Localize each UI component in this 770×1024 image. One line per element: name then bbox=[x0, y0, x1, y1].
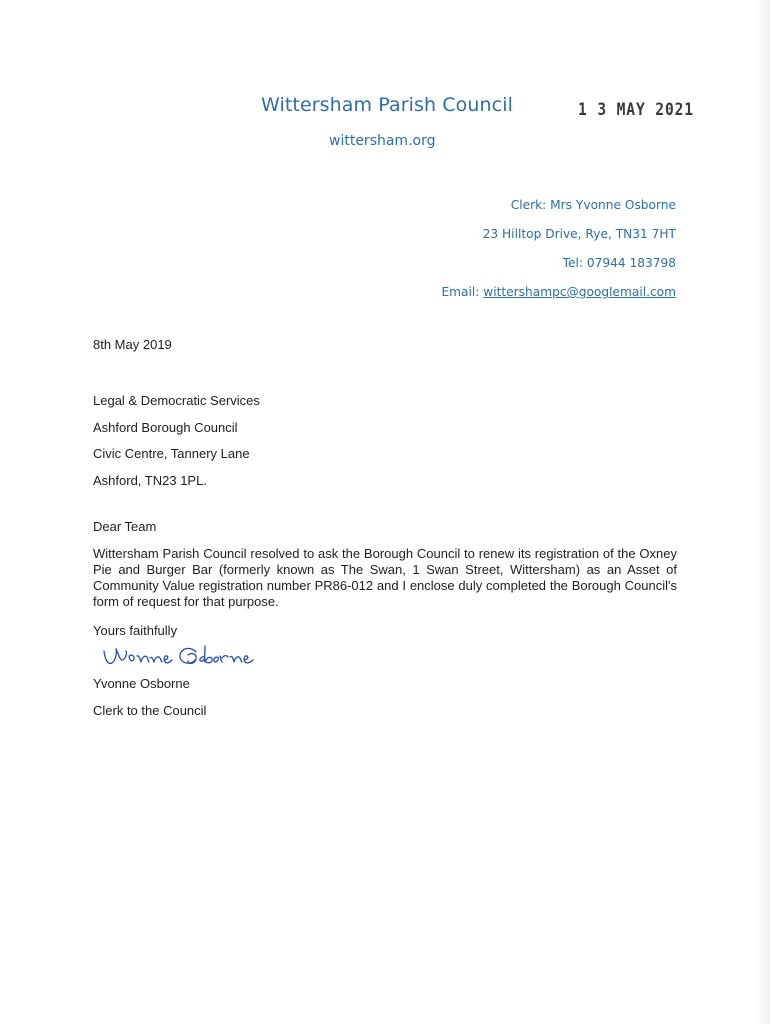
recipient-line: Civic Centre, Tannery Lane bbox=[93, 446, 250, 461]
scan-edge-shadow bbox=[756, 0, 770, 1024]
clerk-name: Clerk: Mrs Yvonne Osborne bbox=[510, 198, 676, 212]
email-label: Email: bbox=[441, 285, 480, 299]
clerk-email-line bbox=[441, 283, 676, 312]
recipient-line: Legal & Democratic Services bbox=[93, 393, 260, 408]
recipient-line: Ashford, TN23 1PL. bbox=[93, 472, 207, 488]
clerk-address: 23 Hilltop Drive, Rye, TN31 7HT bbox=[482, 227, 676, 241]
letter-body: Wittersham Parish Council resolved to ask the Borough Council to renew its registration of the Oxney Pie and Burger Bar (formerly known as The Swan, 1 Swan Street, Wittersham) as an Asset of Community Value registration number PR86-012 and I enclose duly completed the Borough Council's form of request for that purpose. bbox=[93, 546, 677, 609]
signer-name: Yvonne Osborne bbox=[93, 676, 190, 691]
recipient-line: Ashford Borough Council bbox=[93, 419, 238, 435]
received-date-stamp: 1 3 MAY 2021 bbox=[578, 100, 694, 120]
clerk-contact-block bbox=[441, 196, 676, 312]
clerk-telephone: Tel: 07944 183798 bbox=[562, 256, 676, 270]
council-name: Wittersham Parish Council bbox=[261, 94, 513, 116]
closing: Yours faithfully bbox=[93, 623, 178, 638]
recipient-address bbox=[93, 388, 260, 494]
salutation: Dear Team bbox=[93, 519, 157, 534]
letter-date: 8th May 2019 bbox=[93, 337, 172, 352]
email-link[interactable]: wittershampc@googlemail.com bbox=[483, 285, 676, 299]
council-website[interactable]: wittersham.org bbox=[329, 133, 436, 149]
handwritten-signature bbox=[100, 643, 300, 679]
signer-role: Clerk to the Council bbox=[93, 703, 207, 718]
